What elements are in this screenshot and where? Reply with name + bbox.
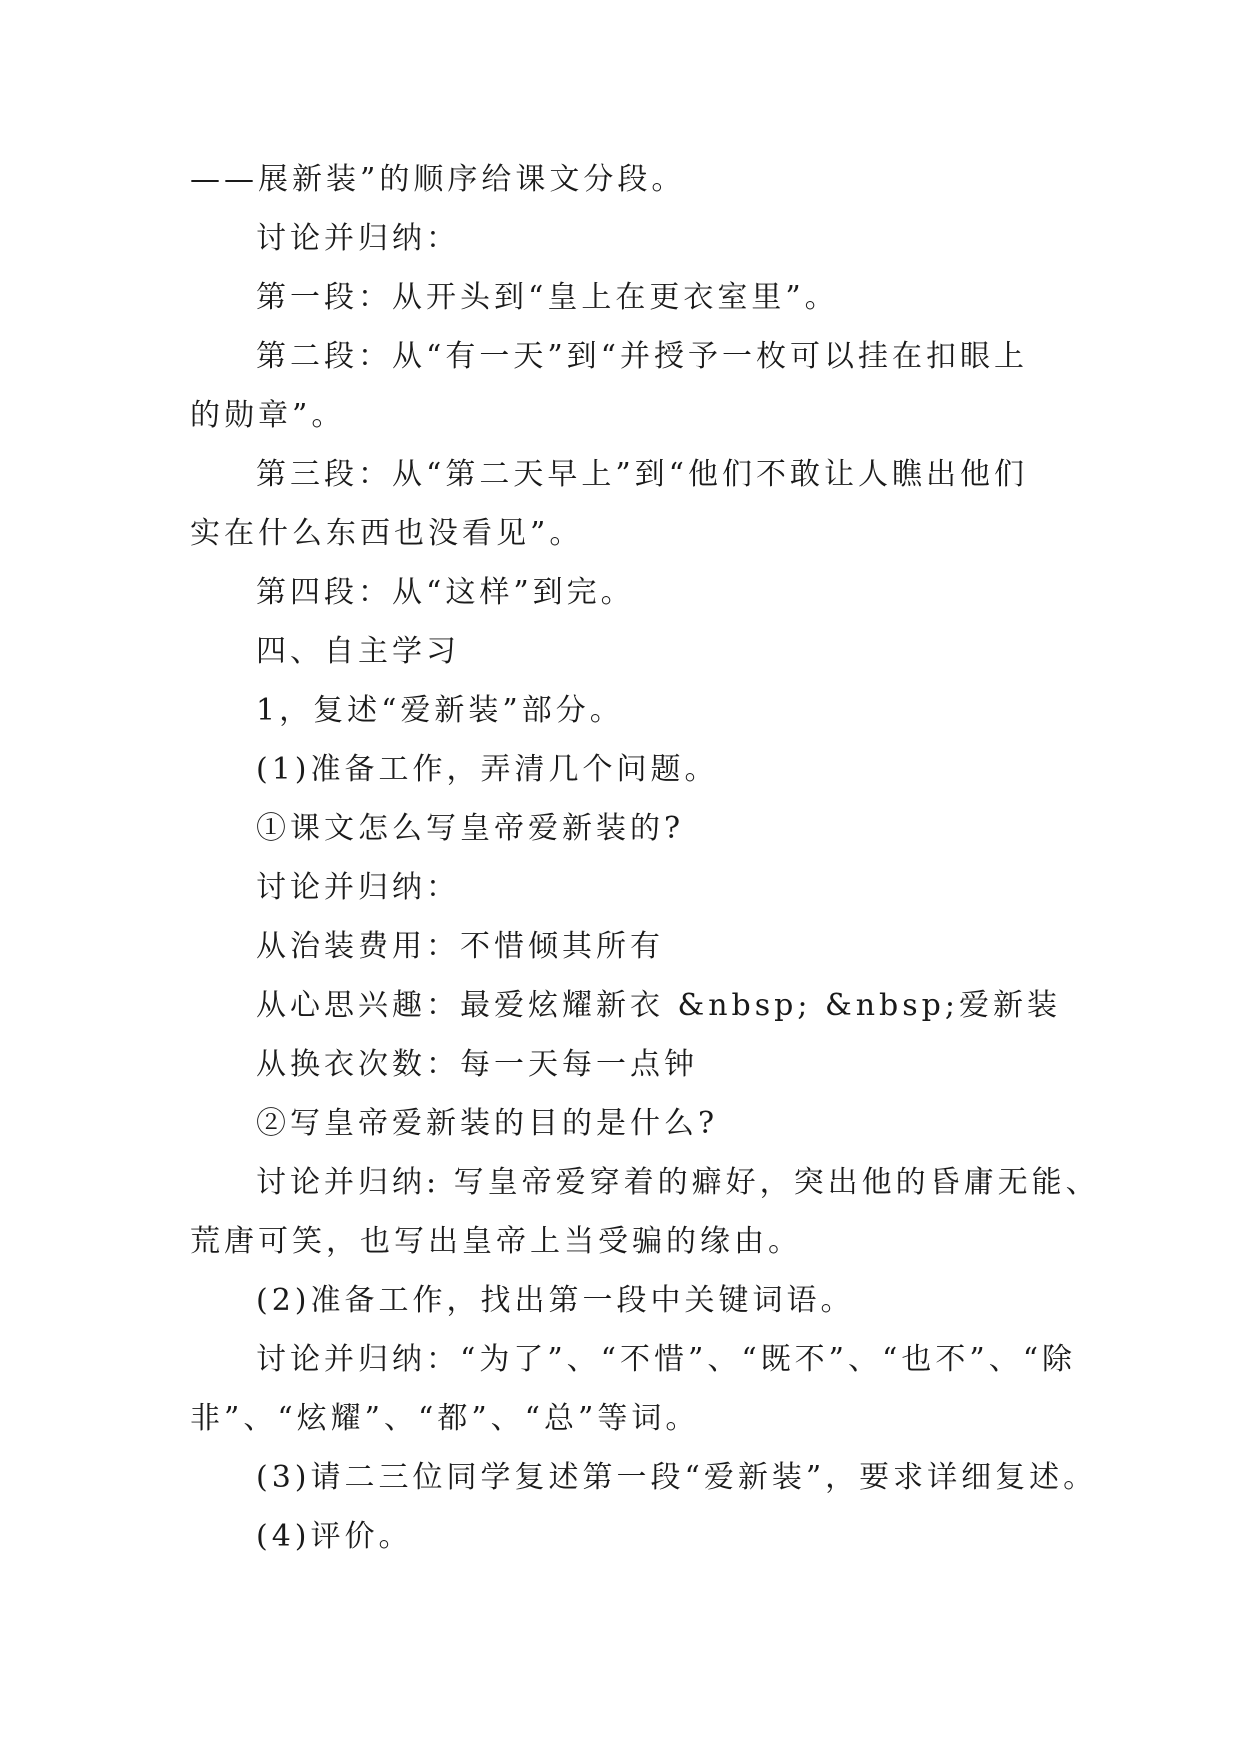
text-line: (2)准备工作，找出第一段中关键词语。 bbox=[256, 1283, 855, 1318]
text-line: 第二段：从“有一天”到“并授予一枚可以挂在扣眼上 bbox=[256, 339, 1029, 374]
text-line: 讨论并归纳： bbox=[256, 221, 460, 256]
text-line: 1，复述“爱新装”部分。 bbox=[256, 693, 624, 728]
text-line: 实在什么东西也没看见”。 bbox=[190, 516, 584, 551]
document-body bbox=[190, 150, 1100, 1566]
text-line: 讨论并归纳：“为了”、“不惜”、“既不”、“也不”、“除 bbox=[256, 1342, 1077, 1377]
text-line: 从换衣次数：每一天每一点钟 bbox=[256, 1047, 698, 1082]
text-line: (1)准备工作，弄清几个问题。 bbox=[256, 752, 719, 787]
section-heading: 四、自主学习 bbox=[256, 634, 460, 669]
text-line: 第三段：从“第二天早上”到“他们不敢让人瞧出他们 bbox=[256, 457, 1029, 492]
text-line: 讨论并归纳: 写皇帝爱穿着的癖好，突出他的昏庸无能、 bbox=[256, 1165, 1100, 1200]
text-line: 从治装费用：不惜倾其所有 bbox=[256, 929, 664, 964]
text-line: ——展新装”的顺序给课文分段。 bbox=[190, 162, 686, 197]
text-line: (4)评价。 bbox=[256, 1519, 413, 1554]
text-line: 荒唐可笑，也写出皇帝上当受骗的缘由。 bbox=[190, 1224, 802, 1259]
text-line: ①课文怎么写皇帝爱新装的? bbox=[256, 811, 685, 846]
text-line: 的勋章”。 bbox=[190, 398, 346, 433]
text-line: 第四段：从“这样”到完。 bbox=[256, 575, 635, 610]
text-line: (3)请二三位同学复述第一段“爱新装”，要求详细复述。 bbox=[256, 1460, 1098, 1495]
text-line: 非”、“炫耀”、“都”、“总”等词。 bbox=[190, 1401, 700, 1436]
text-line: 第一段：从开头到“皇上在更衣室里”。 bbox=[256, 280, 839, 315]
text-line: 从心思兴趣：最爱炫耀新衣 &nbsp; &nbsp;爱新装 bbox=[256, 988, 1061, 1023]
text-line: 讨论并归纳： bbox=[256, 870, 460, 905]
text-line: ②写皇帝爱新装的目的是什么? bbox=[256, 1106, 719, 1141]
